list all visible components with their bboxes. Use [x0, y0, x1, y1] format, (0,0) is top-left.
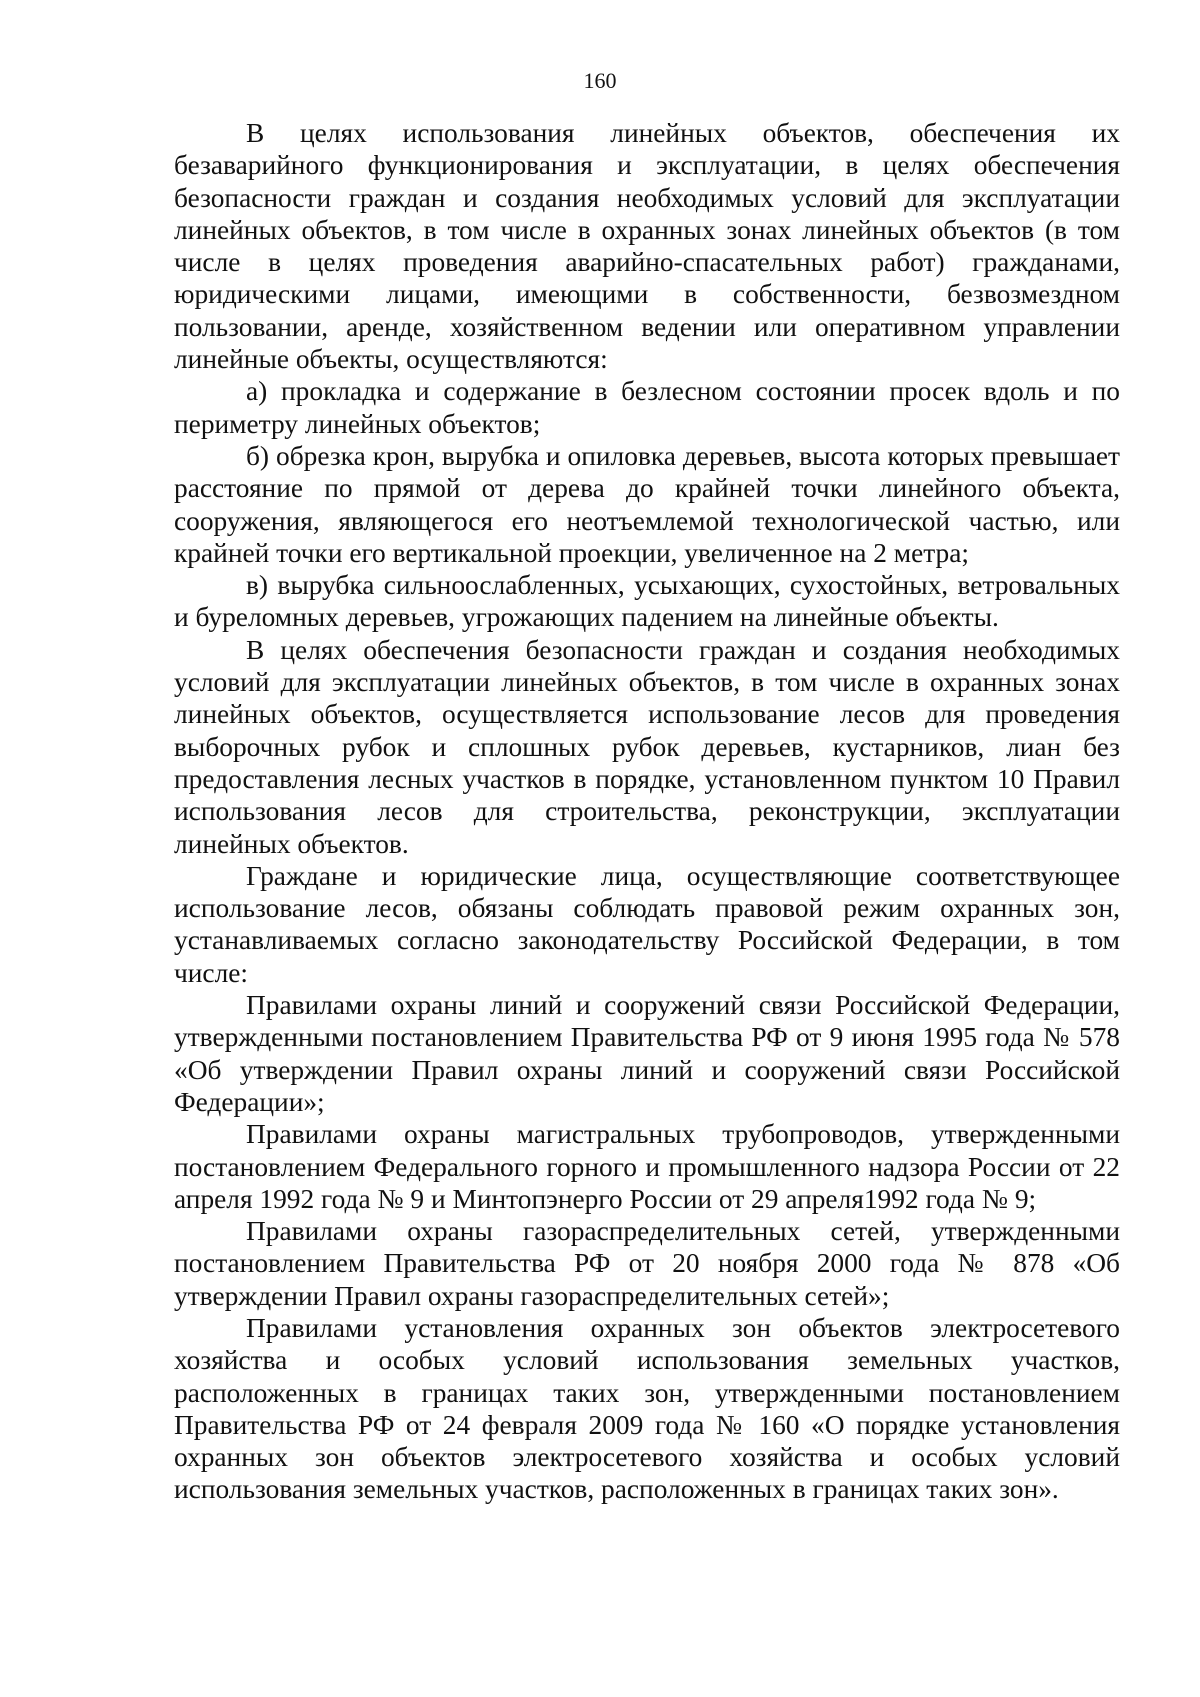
paragraph-rules-power-grid: Правилами установления охранных зон объектов электросетевого хозяйства и особых условий использования земельных участков, расположенных в границах таких зон, утвержденными постановлением Правительства РФ от 24 февраля 2009 года № 160 «О порядке установления охранных зон объектов электросетевого хозяйства и особых условий использования земельных участков, расположенных в границах таких зон».: [174, 1312, 1120, 1505]
paragraph-rules-communications: Правилами охраны линий и сооружений связи Российской Федерации, утвержденными постановлением Правительства РФ от 9 июня 1995 года № 578 «Об утверждении Правил охраны линий и сооружений связи Российской Федерации»;: [174, 990, 1120, 1117]
page-number: 160: [583, 68, 617, 93]
paragraph-rules-pipelines: Правилами охраны магистральных трубопроводов, утвержденными постановлением Федерального горного и промышленного надзора России от 22 апреля 1992 года № 9 и Минтопэнерго России от 29 апреля1992 года № 9;: [174, 1119, 1120, 1214]
paragraph-intro: В целях использования линейных объектов, обеспечения их безаварийного функционирования и эксплуатации, в целях обеспечения безопасности граждан и создания необходимых условий для эксплуатации линейных объектов, в том числе в охранных зонах линейных объектов (в том числе в целях проведения аварийно-спасательных работ) гражданами, юридическими лицами, имеющими в собственности, безвозмездном пользовании, аренде, хозяйственном ведении или оперативном управлении линейные объекты, осуществляются:: [174, 118, 1120, 375]
paragraph-item-v: в) вырубка сильноослабленных, усыхающих, сухостойных, ветровальных и буреломных деревьев, угрожающих падением на линейные объекты.: [174, 570, 1120, 633]
paragraph-safety: В целях обеспечения безопасности граждан и создания необходимых условий для эксплуатации линейных объектов, в том числе в охранных зонах линейных объектов, осуществляется использование лесов для проведения выборочных рубок и сплошных рубок деревьев, кустарников, лиан без предоставления лесных участков в порядке, установленном пунктом 10 Правил использования лесов для строительства, реконструкции, эксплуатации линейных объектов.: [174, 634, 1120, 859]
paragraph-obligations: Граждане и юридические лица, осуществляющие соответствующее использование лесов, обязаны соблюдать правовой режим охранных зон, устанавливаемых согласно законодательству Российской Федерации, в том числе:: [174, 860, 1120, 988]
paragraph-item-a: а) прокладка и содержание в безлесном состоянии просек вдоль и по периметру линейных объектов;: [174, 376, 1120, 439]
paragraph-item-b: б) обрезка крон, вырубка и опиловка деревьев, высота которых превышает расстояние по прямой от дерева до крайней точки линейного объекта, сооружения, являющегося его неотъемлемой технологической частью, или крайней точки его вертикальной проекции, увеличенное на 2 метра;: [174, 440, 1120, 568]
document-body: [174, 117, 1120, 1506]
paragraph-rules-gas-networks: Правилами охраны газораспределительных сетей, утвержденными постановлением Правительства РФ от 20 ноября 2000 года № 878 «Об утверждении Правил охраны газораспределительных сетей»;: [174, 1216, 1120, 1311]
